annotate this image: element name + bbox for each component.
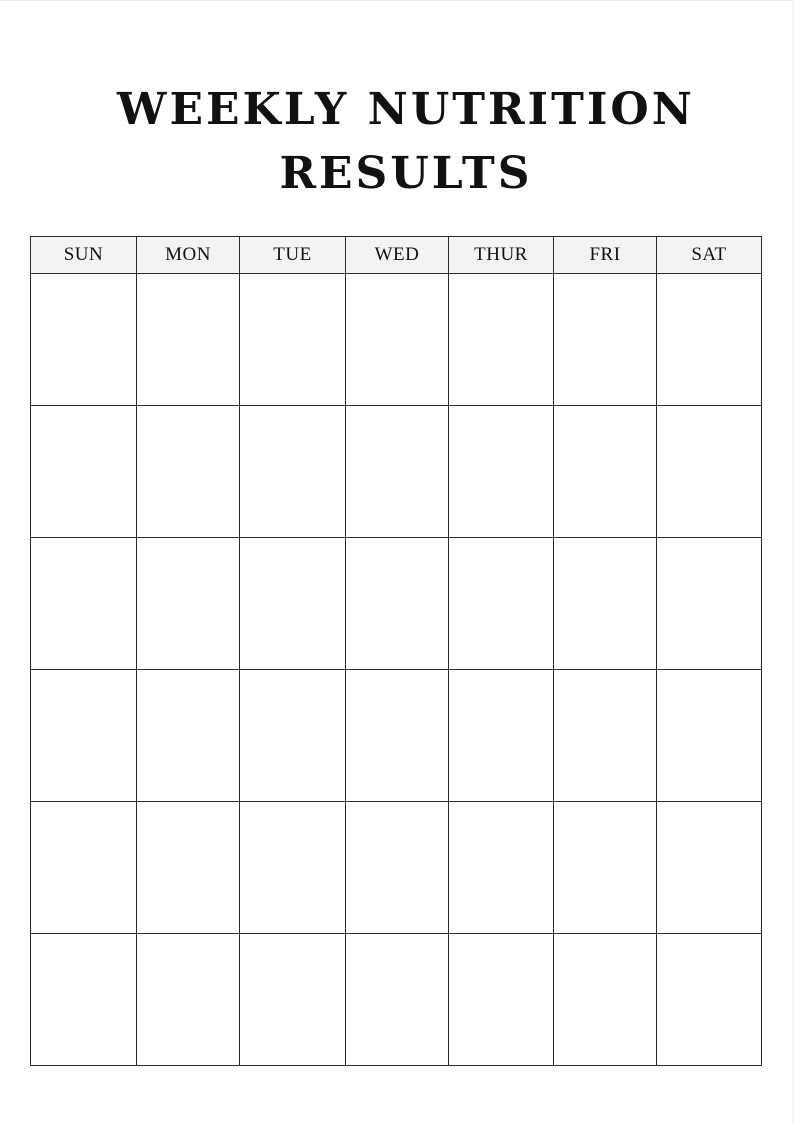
week-row — [31, 406, 762, 538]
day-cell-tue[interactable] — [240, 274, 346, 406]
day-cell-tue[interactable] — [240, 670, 346, 802]
day-cell-fri[interactable] — [554, 538, 657, 670]
day-cell-fri[interactable] — [554, 406, 657, 538]
day-cell-sat[interactable] — [657, 538, 762, 670]
day-cell-thur[interactable] — [449, 274, 554, 406]
day-cell-mon[interactable] — [137, 406, 240, 538]
day-header-thur: THUR — [449, 237, 554, 274]
week-row — [31, 934, 762, 1066]
day-header-tue: TUE — [240, 237, 346, 274]
day-header-wed: WED — [346, 237, 449, 274]
day-cell-sun[interactable] — [31, 670, 137, 802]
day-cell-sat[interactable] — [657, 406, 762, 538]
day-cell-wed[interactable] — [346, 274, 449, 406]
day-cell-fri[interactable] — [554, 670, 657, 802]
day-cell-wed[interactable] — [346, 670, 449, 802]
page-title-line-1: WEEKLY NUTRITION — [117, 84, 695, 135]
day-header-row — [31, 237, 762, 274]
day-cell-fri[interactable] — [554, 934, 657, 1066]
day-cell-tue[interactable] — [240, 802, 346, 934]
day-cell-mon[interactable] — [137, 538, 240, 670]
day-cell-thur[interactable] — [449, 670, 554, 802]
week-row — [31, 538, 762, 670]
day-header-sat: SAT — [657, 237, 762, 274]
day-cell-wed[interactable] — [346, 406, 449, 538]
day-header-mon: MON — [137, 237, 240, 274]
day-cell-thur[interactable] — [449, 538, 554, 670]
day-cell-sun[interactable] — [31, 406, 137, 538]
day-cell-tue[interactable] — [240, 538, 346, 670]
day-cell-wed[interactable] — [346, 802, 449, 934]
day-cell-wed[interactable] — [346, 934, 449, 1066]
day-cell-thur[interactable] — [449, 802, 554, 934]
week-row — [31, 274, 762, 406]
day-cell-mon[interactable] — [137, 670, 240, 802]
day-cell-sat[interactable] — [657, 274, 762, 406]
day-cell-sat[interactable] — [657, 802, 762, 934]
day-cell-tue[interactable] — [240, 406, 346, 538]
day-cell-thur[interactable] — [449, 934, 554, 1066]
day-cell-sun[interactable] — [31, 538, 137, 670]
day-cell-fri[interactable] — [554, 274, 657, 406]
day-cell-sat[interactable] — [657, 934, 762, 1066]
week-row — [31, 802, 762, 934]
day-cell-mon[interactable] — [137, 802, 240, 934]
day-header-fri: FRI — [554, 237, 657, 274]
day-cell-sun[interactable] — [31, 274, 137, 406]
day-header-sun: SUN — [31, 237, 137, 274]
weekly-grid — [30, 236, 762, 1066]
day-cell-thur[interactable] — [449, 406, 554, 538]
day-cell-sat[interactable] — [657, 670, 762, 802]
day-cell-mon[interactable] — [137, 934, 240, 1066]
grid-body — [31, 274, 762, 1066]
day-cell-fri[interactable] — [554, 802, 657, 934]
day-cell-tue[interactable] — [240, 934, 346, 1066]
day-cell-sun[interactable] — [31, 934, 137, 1066]
day-cell-wed[interactable] — [346, 538, 449, 670]
page-title-line-2: RESULTS — [279, 148, 533, 199]
week-row — [31, 670, 762, 802]
day-cell-sun[interactable] — [31, 802, 137, 934]
day-cell-mon[interactable] — [137, 274, 240, 406]
